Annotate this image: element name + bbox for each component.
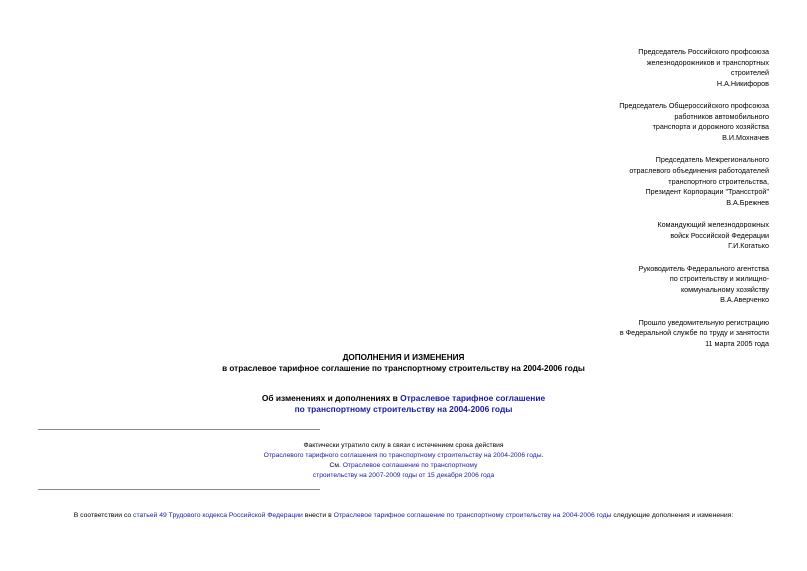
divider-bottom (38, 489, 320, 490)
signatures-column (509, 47, 769, 361)
subtitle-line-2 (0, 404, 807, 415)
agreement-link[interactable]: Отраслевое тарифное соглашение (400, 393, 546, 403)
signature-line: Президент Корпорации "Трансстрой" (645, 187, 769, 197)
para-text-3: следующие дополнения и изменения: (611, 512, 734, 519)
signature-line: Командующий железнодорожных (657, 220, 769, 230)
note-line-2 (0, 451, 807, 461)
signature-line: войск Российской Федерации (670, 230, 769, 240)
signature-line: строителей (730, 68, 769, 78)
see-prefix: См. (329, 462, 343, 469)
signature-line: Руководитель Федерального агентства (638, 263, 769, 273)
para-text-2: внести в (302, 512, 334, 519)
document-subtitle (0, 393, 807, 415)
registration-note (509, 318, 769, 350)
title-line-1: ДОПОЛНЕНИЯ И ИЗМЕНЕНИЯ (342, 353, 465, 362)
signature-employers-association (509, 155, 769, 208)
divider-top (38, 429, 320, 430)
signature-railway-union (509, 47, 769, 89)
new-agreement-link[interactable]: Отраслевое соглашение по транспортному (342, 462, 478, 469)
signature-federal-agency (509, 264, 769, 306)
subtitle-line-1 (0, 393, 807, 404)
expired-agreement-link[interactable]: Отраслевого тарифного соглашения по транспортному строительству на 2004-2006 годы (263, 452, 542, 459)
signatory-name: Г.И.Когатько (728, 241, 769, 251)
document-title (0, 353, 807, 374)
signatory-name: В.А.Брежнев (726, 197, 769, 207)
subtitle-prefix: Об изменениях и дополнениях в (261, 393, 401, 403)
note-line-3 (0, 461, 807, 471)
validity-note (0, 441, 807, 481)
agreement-link-continued[interactable]: по транспортному строительству на 2004-2006 годы (294, 404, 513, 414)
registration-line: Прошло уведомительную регистрацию (638, 317, 769, 327)
signature-line: транспорта и дорожного хозяйства (652, 122, 769, 132)
title-line-2: в отраслевое тарифное соглашение по транспортному строительству на 2004-2006 годы (222, 363, 585, 373)
signature-line: коммунальному хозяйству (680, 284, 769, 294)
signature-line: отраслевого объединения работодателей (629, 165, 769, 175)
signature-line: транспортного строительства, (668, 176, 769, 186)
registration-line: в Федеральной службе по труду и занятости (619, 328, 769, 338)
agreement-link-paragraph[interactable]: Отраслевое тарифное соглашение по транспортному строительству на 2004-2006 годы (333, 512, 612, 519)
note-period: . (541, 452, 544, 459)
signature-line: Председатель Общероссийского профсоюза (619, 101, 769, 111)
signature-auto-union (509, 101, 769, 143)
signatory-name: Н.А.Никифоров (716, 78, 769, 88)
labor-code-link[interactable]: статьей 49 Трудового кодекса Российской Федерации (133, 512, 303, 519)
registration-date: 11 марта 2005 года (705, 339, 769, 349)
new-agreement-link-continued[interactable]: строительству на 2007-2009 годы от 15 декабря 2006 года (312, 472, 495, 479)
signatory-name: В.А.Аверченко (720, 295, 769, 305)
para-text-1: В соответствии со (73, 512, 134, 519)
signature-line: Председатель Межрегионального (655, 155, 769, 165)
note-line-1: Фактически утратило силу в связи с истечением срока действия (303, 442, 504, 449)
signature-line: Председатель Российского профсоюза (638, 47, 769, 56)
signature-railway-troops (509, 220, 769, 252)
signature-line: железнодорожников и транспортных (646, 57, 769, 67)
intro-paragraph (0, 511, 807, 521)
signature-line: работников автомобильного (674, 111, 769, 121)
signature-line: по строительству и жилищно- (669, 274, 769, 284)
note-line-4 (0, 471, 807, 481)
signatory-name: В.И.Мохначев (722, 132, 769, 142)
